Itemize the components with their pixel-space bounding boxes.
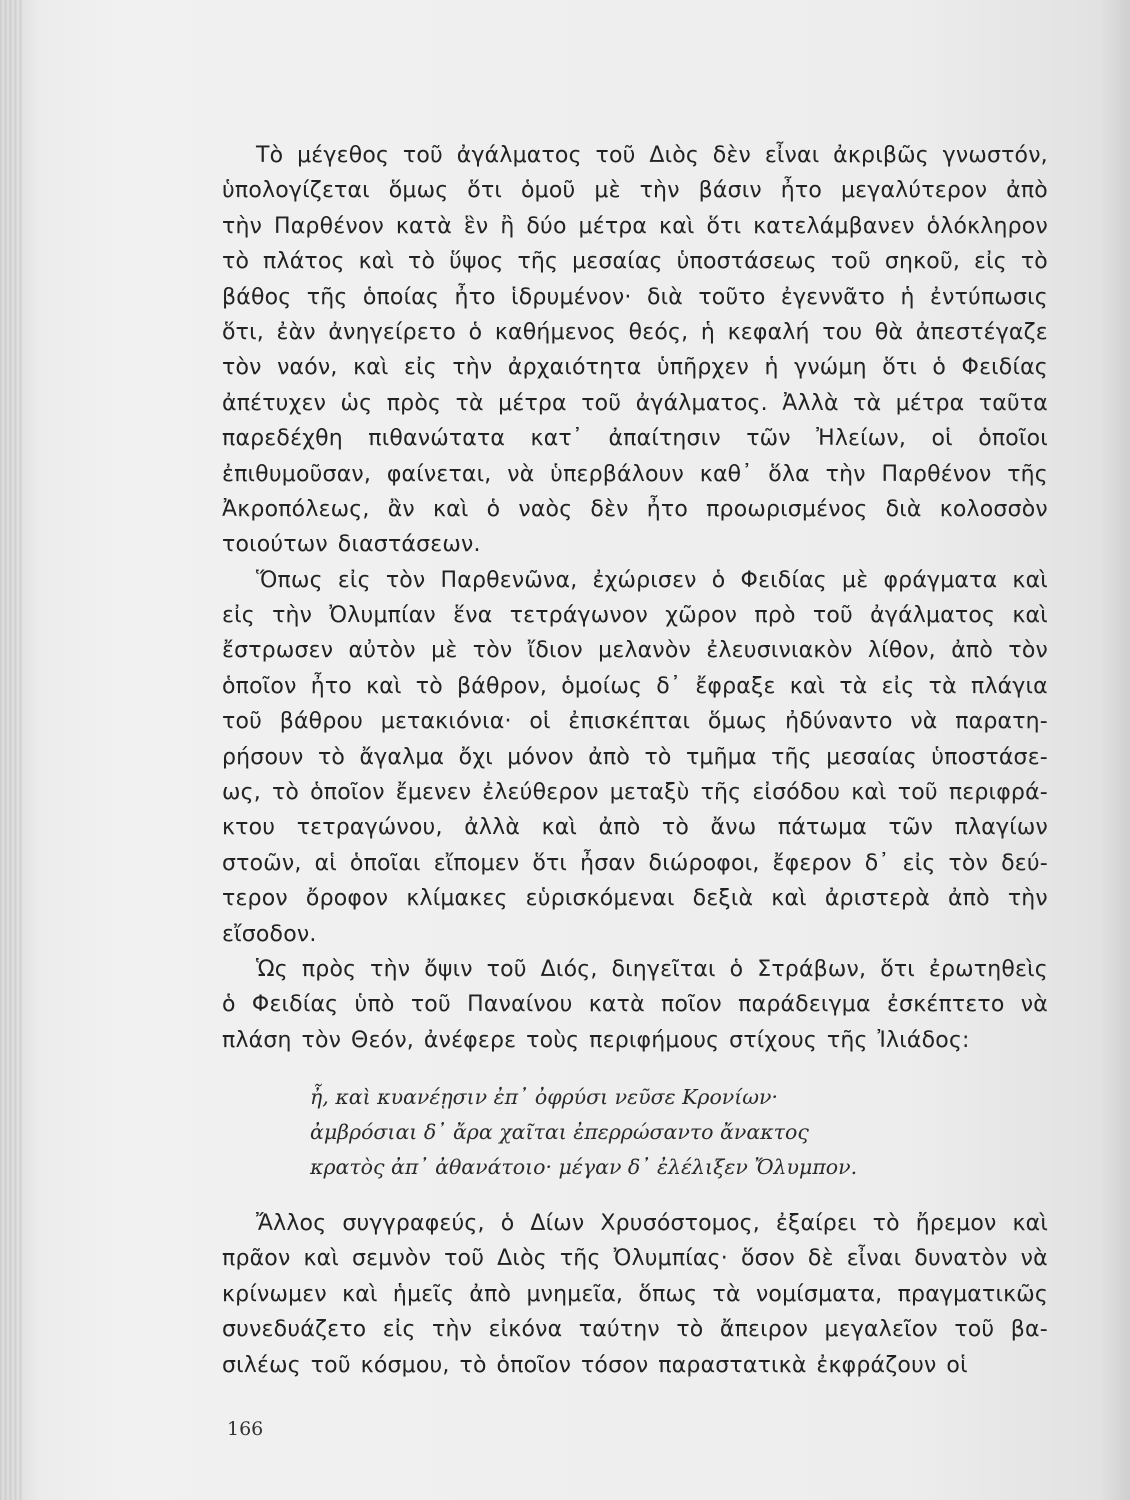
text-line: ἔστρωσεν αὐτὸν μὲ τὸν ἴδιον μελανὸν ἐλευσινιακὸν λίθον, ἀπὸ τὸν bbox=[222, 638, 1048, 664]
body-text-lower bbox=[222, 1206, 1048, 1383]
paragraph-3 bbox=[222, 952, 1048, 1058]
text-line: ὑπολογίζεται ὅμως ὅτι ὁμοῦ μὲ τὴν βάσιν ἦτο μεγαλύτερον ἀπὸ bbox=[222, 178, 1048, 204]
text-line: πλάση τὸν Θεόν, ἀνέφερε τοὺς περιφήμους στίχους τῆς Ἰλιάδος: bbox=[222, 1027, 970, 1053]
text-line: Ἄλλος συγγραφεύς, ὁ Δίων Χρυσόστομος, ἐξαίρει τὸ ἤρεμον καὶ bbox=[256, 1211, 1048, 1236]
homer-quotation bbox=[310, 1080, 950, 1185]
text-line: τοιούτων διαστάσεων. bbox=[222, 532, 481, 558]
text-line: εἰς τὴν Ὀλυμπίαν ἕνα τετράγωνον χῶρον πρὸ τοῦ ἀγάλματος καὶ bbox=[222, 603, 1048, 629]
text-line: κτου τετραγώνου, ἀλλὰ καὶ ἀπὸ τὸ ἄνω πάτωμα τῶν πλαγίων bbox=[222, 815, 1048, 841]
verse-line: ἦ, καὶ κυανέῃσιν ἐπ᾽ ὀφρύσι νεῦσε Κρονίων· bbox=[310, 1085, 778, 1109]
text-line: ἐπιθυμοῦσαν, φαίνεται, νὰ ὑπερβάλουν καθ᾽ ὅλα τὴν Παρθένον τῆς bbox=[222, 461, 1048, 487]
page-edge bbox=[0, 0, 22, 1500]
paragraph-4 bbox=[222, 1206, 1048, 1383]
page-number: 166 bbox=[227, 1418, 264, 1440]
paragraph-1 bbox=[222, 138, 1048, 563]
text-line: τὴν Παρθένον κατὰ ἓν ἢ δύο μέτρα καὶ ὅτι κατελάμβανεν ὁλόκληρον bbox=[222, 213, 1048, 239]
text-line: παρεδέχθη πιθανώτατα κατ᾽ ἀπαίτησιν τῶν Ἠλείων, οἱ ὁποῖοι bbox=[222, 426, 1048, 452]
text-line: τοῦ βάθρου μετακιόνια· οἱ ἐπισκέπται ὅμως ἠδύναντο νὰ παρατη- bbox=[222, 709, 1048, 735]
text-line: ρήσουν τὸ ἄγαλμα ὄχι μόνον ἀπὸ τὸ τμῆμα τῆς μεσαίας ὑποστάσε- bbox=[222, 744, 1048, 770]
text-line: Ἀκροπόλεως, ἂν καὶ ὁ ναὸς δὲν ἦτο προωρισμένος διὰ κολοσσὸν bbox=[222, 496, 1048, 522]
text-line: Ὅπως εἰς τὸν Παρθενῶνα, ἐχώρισεν ὁ Φειδίας μὲ φράγματα καὶ bbox=[256, 567, 1048, 593]
text-line: σιλέως τοῦ κόσμου, τὸ ὁποῖον τόσον παραστατικὰ ἐκφράζουν οἱ bbox=[222, 1352, 968, 1378]
verse-line: κρατὸς ἀπ᾽ ἀθανάτοιο· μέγαν δ᾽ ἐλέλιξεν Ὄλυμπον. bbox=[310, 1155, 858, 1179]
verse-line: ἀμβρόσιαι δ᾽ ἄρα χαῖται ἐπερρώσαντο ἄνακτος bbox=[310, 1120, 809, 1144]
text-line: βάθος τῆς ὁποίας ἦτο ἱδρυμένον· διὰ τοῦτο ἐγεννᾶτο ἡ ἐντύπωσις bbox=[222, 284, 1048, 310]
text-line: εἴσοδον. bbox=[222, 921, 317, 947]
text-line: τὸ πλάτος καὶ τὸ ὕψος τῆς μεσαίας ὑποστάσεως τοῦ σηκοῦ, εἰς τὸ bbox=[222, 249, 1048, 275]
body-text-upper bbox=[222, 138, 1048, 1058]
text-line: στοῶν, αἱ ὁποῖαι εἴπομεν ὅτι ἦσαν διώροφοι, ἔφερον δ᾽ εἰς τὸν δεύ- bbox=[222, 850, 1048, 876]
paragraph-2 bbox=[222, 563, 1048, 952]
text-line: Τὸ μέγεθος τοῦ ἀγάλματος τοῦ Διὸς δὲν εἶναι ἀκριβῶς γνωστόν, bbox=[256, 143, 1048, 168]
text-line: κρίνωμεν καὶ ἡμεῖς ἀπὸ μνημεῖα, ὅπως τὰ νομίσματα, πραγματικῶς bbox=[222, 1281, 1048, 1307]
text-line: ὁποῖον ἦτο καὶ τὸ βάθρον, ὁμοίως δ᾽ ἔφραξε καὶ τὰ εἰς τὰ πλάγια bbox=[222, 673, 1048, 699]
text-line: ως, τὸ ὁποῖον ἔμενεν ἐλεύθερον μεταξὺ τῆς εἰσόδου καὶ τοῦ περιφρά- bbox=[222, 780, 1048, 806]
text-line: συνεδυάζετο εἰς τὴν εἰκόνα ταύτην τὸ ἄπειρον μεγαλεῖον τοῦ βα- bbox=[222, 1317, 1048, 1343]
text-line: Ὡς πρὸς τὴν ὄψιν τοῦ Διός, διηγεῖται ὁ Στράβων, ὅτι ἐρωτηθεὶς bbox=[256, 956, 1048, 982]
text-line: ὅτι, ἐὰν ἀνηγείρετο ὁ καθήμενος θεός, ἡ κεφαλή του θὰ ἀπεστέγαζε bbox=[222, 319, 1048, 345]
text-line: πρᾶον καὶ σεμνὸν τοῦ Διὸς τῆς Ὀλυμπίας· ὅσον δὲ εἶναι δυνατὸν νὰ bbox=[222, 1246, 1048, 1272]
text-line: ἀπέτυχεν ὡς πρὸς τὰ μέτρα τοῦ ἀγάλματος. Ἀλλὰ τὰ μέτρα ταῦτα bbox=[222, 390, 1048, 416]
text-line: τὸν ναόν, καὶ εἰς τὴν ἀρχαιότητα ὑπῆρχεν ἡ γνώμη ὅτι ὁ Φειδίας bbox=[222, 355, 1048, 381]
text-line: τερον ὄροφον κλίμακες εὑρισκόμεναι δεξιὰ καὶ ἀριστερὰ ἀπὸ τὴν bbox=[222, 886, 1048, 912]
text-line: ὁ Φειδίας ὑπὸ τοῦ Παναίνου κατὰ ποῖον παράδειγμα ἐσκέπτετο νὰ bbox=[222, 992, 1048, 1018]
